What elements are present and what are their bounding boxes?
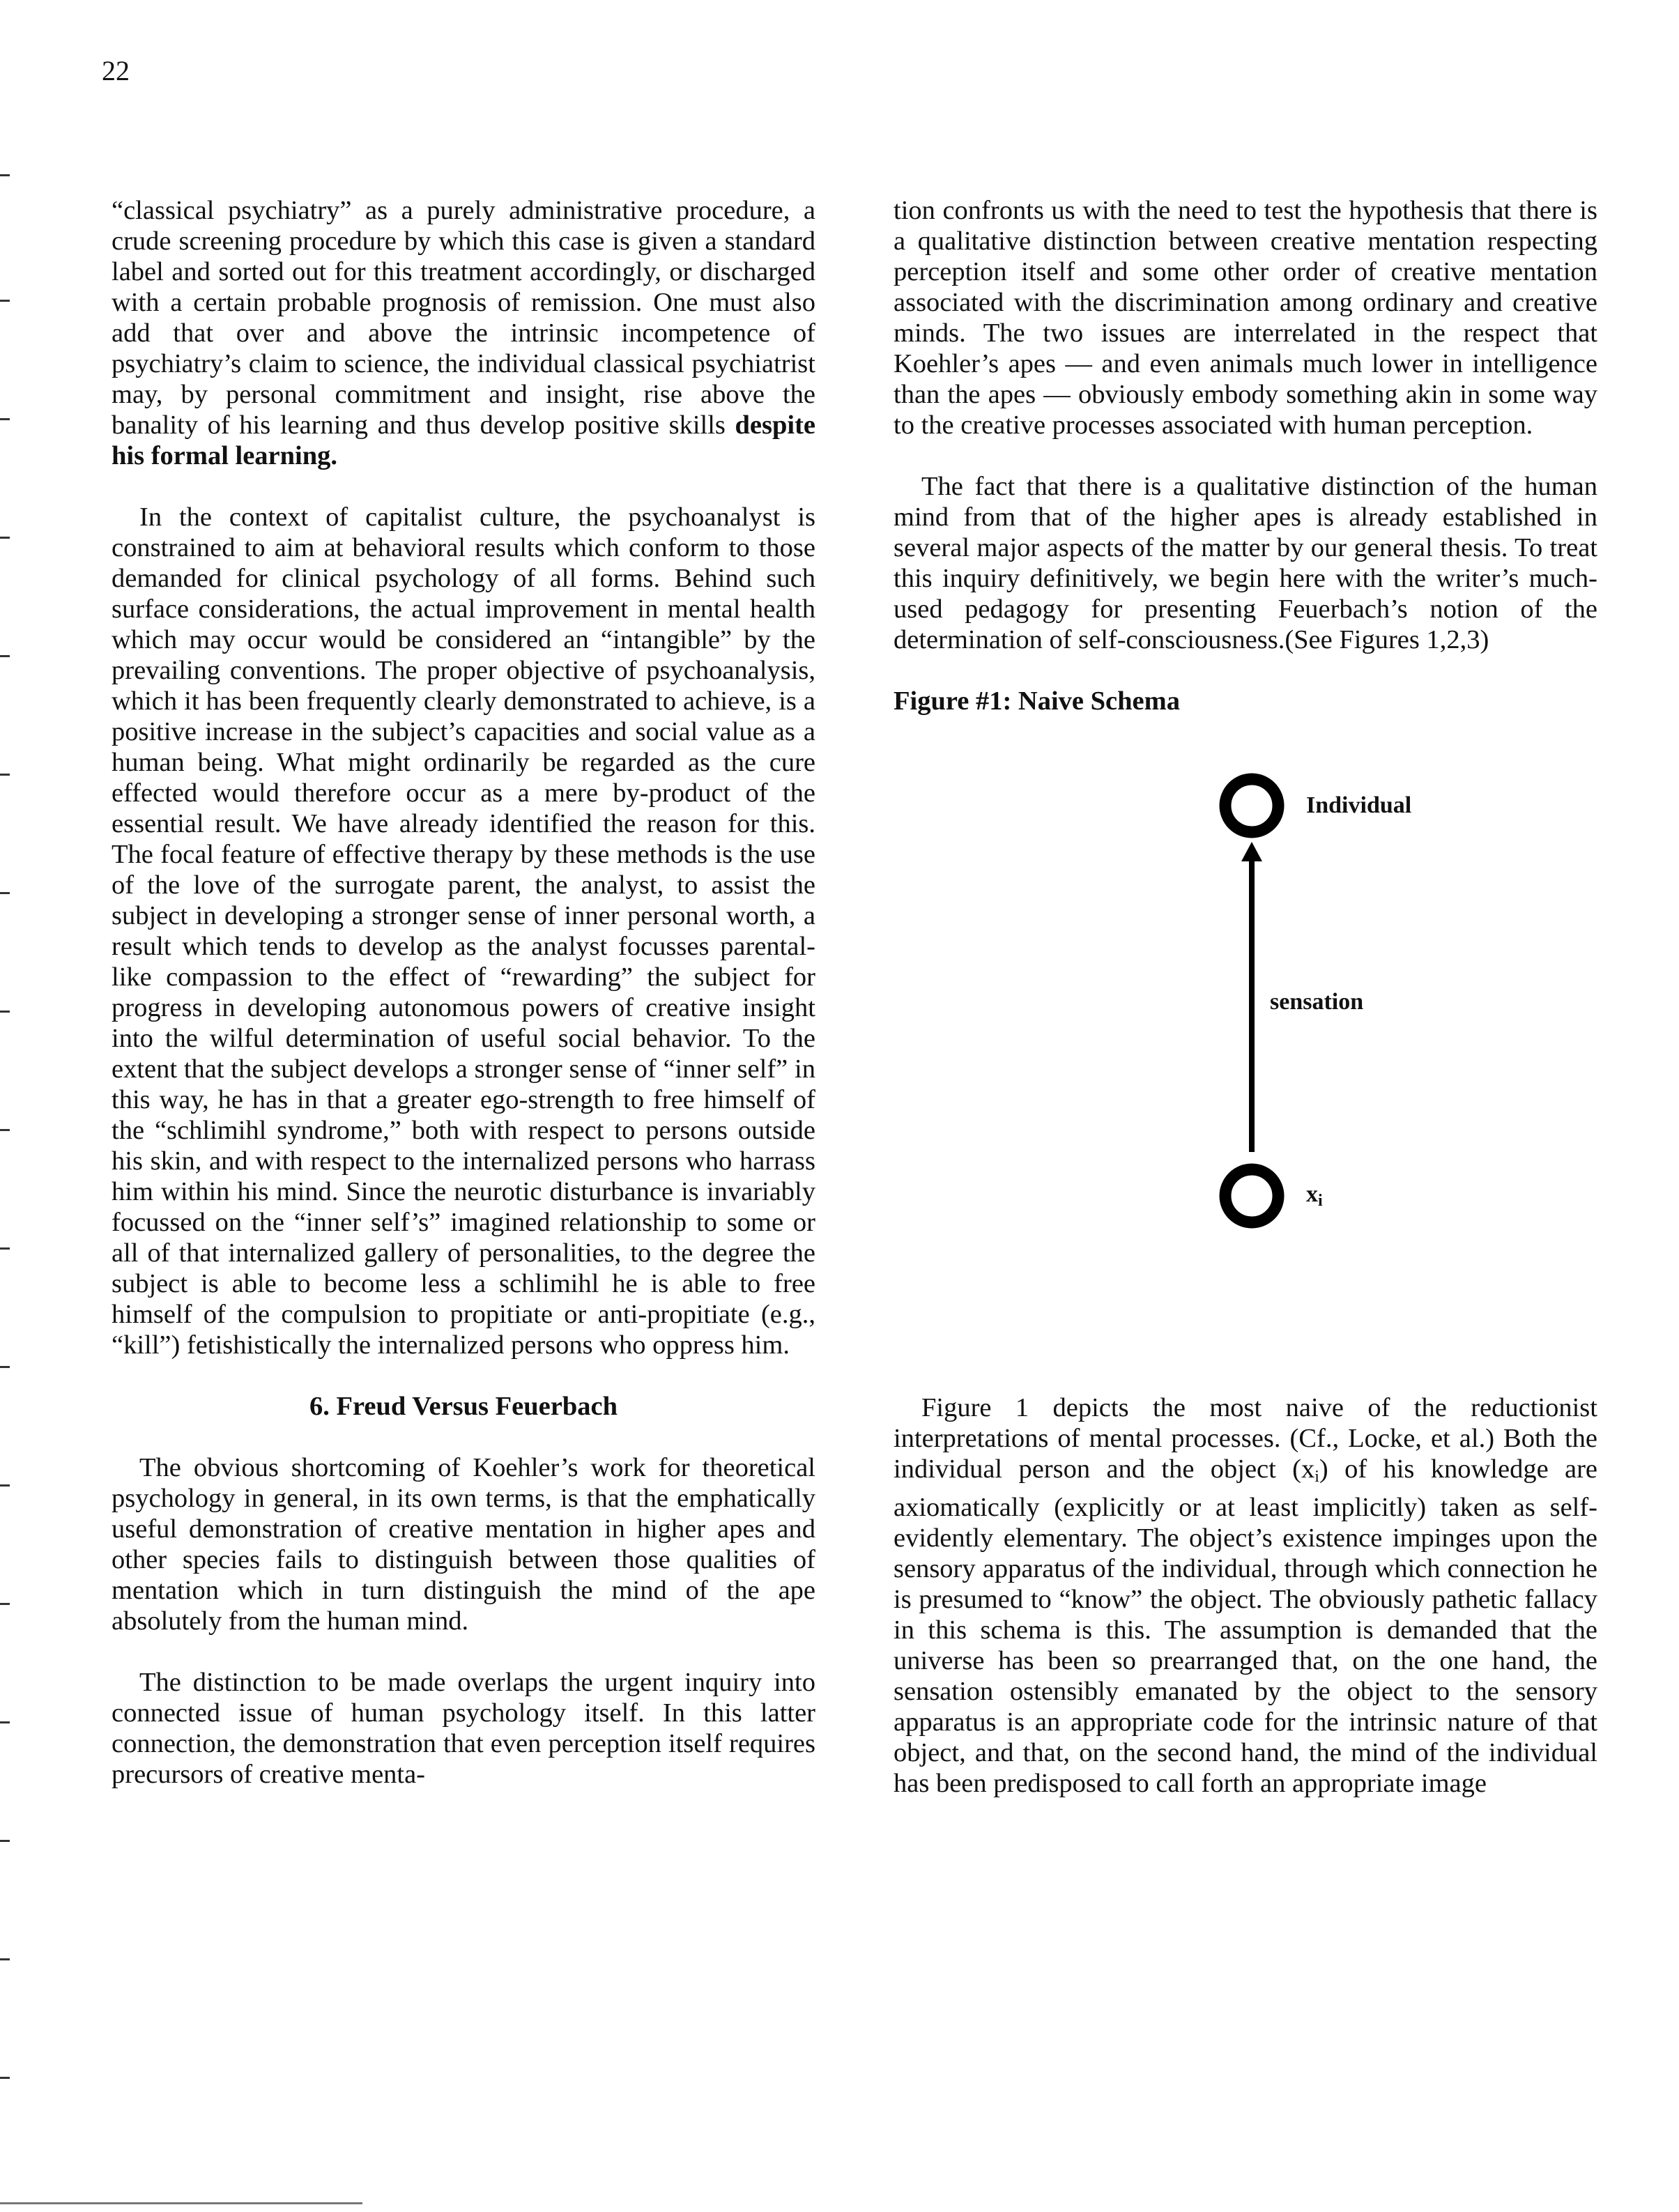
individual-label: Individual [1306,792,1412,818]
bottom-scan-rule [0,2202,362,2204]
left-paragraph-4: The distinction to be made overlaps the urgent inquiry into connected issue of human psychology itself. In this latter connection, the demonstration that even perception itself requires precursors of creative menta- [112,1668,815,1789]
right-column [894,195,1597,1829]
right-paragraph-3-subscript: i [1314,1468,1319,1486]
individual-node [1225,779,1278,832]
left-column [112,195,815,1820]
right-paragraph-3 [894,1392,1597,1799]
naive-schema-diagram [894,751,1597,1351]
left-paragraph-1 [112,195,815,471]
object-label-subscript: i [1318,1192,1323,1210]
left-paragraph-3: The obvious shortcoming of Koehler’s work for theoretical psychology in general, in its own terms, is that the emphatically useful demonstration of creative mentation in higher apes and other species fails to distinguish between those qualities of mentation which in turn distinguish the mind of the ape absolutely from the human mind. [112,1453,815,1636]
object-node [1225,1169,1278,1222]
left-paragraph-2: In the context of capitalist culture, the psychoanalyst is constrained to aim at behavioral results which conform to those demanded for clinical psychology of all forms. Behind such surface considerations, the actual improvement in mental health which may occur would be considered an “intangible” by the prevailing conventions. The proper objective of psychoanalysis, which it has been frequently clearly demonstrated to achieve, is a positive increase in the subject’s capacities and social value as a human being. What might ordinarily be regarded as the cure effected would therefore occur as a mere by-product of the essential result. We have already identified the reason for this. The focal feature of effective therapy by these methods is the use of the love of the surrogate parent, the analyst, to assist the subject in developing a stronger sense of inner personal worth, a result which tends to develop as the analyst focusses parental-like compassion to the effect of “rewarding” the subject for progress in developing autonomous powers of creative insight into the wilful determination of useful social behavior. To the extent that the subject develops a stronger sense of “inner self” in this way, he has in that a greater ego-strength to free himself of the “schlimihl syndrome,” both with respect to persons outside his skin, and with respect to the internalized persons who harrass him within his mind. Since the neurotic disturbance is invariably focussed on the “inner self’s” imagined relationship to some or all of that internalized gallery of personalities, to the degree the subject is able to become less a schlimihl he is able to free himself of the compulsion to propitiate or anti-propitiate (e.g., “kill”) fetishistically the internalized persons who oppress him. [112,502,815,1360]
right-paragraph-1: tion confronts us with the need to test the hypothesis that there is a qualitative distinction between creative mentation respecting perception itself and some other order of creative mentation associated with the discrimination among ordinary and creative minds. The two issues are interrelated in the respect that Koehler’s apes — and even animals much lower in intelligence than the apes — obviously embody something akin in some way to the creative processes associated with human perception. [894,196,1597,440]
left-paragraph-1-bold: despite his formal learning. [112,410,815,470]
right-paragraph-3-text-b: ) of his knowledge are axiomatically (explicitly or at least implicitly) taken as self-evidently elementary. The object’s existence impinges upon the sensory apparatus of the individual, through which connection he is presumed to “know” the object. The obviously pathetic fallacy in this schema is this. The assumption is demanded that the universe has been so prearranged that, on the one hand, the sensation ostensibly emanated by the object to the sensory apparatus is an appropriate code for the intrinsic nature of that object, and that, on the second hand, the mind of the individual has been predisposed to call forth an appropriate image [894,1454,1598,1798]
object-label [1306,1179,1323,1216]
right-paragraph-2: The fact that there is a qualitative distinction of the human mind from that of the higher apes is already established in several major aspects of the matter by our general thesis. To treat this inquiry definitively, we begin here with the writer’s much-used pedagogy for presenting Feuerbach’s notion of the determination of self-consciousness.(See Figures 1,2,3) [894,472,1597,654]
figure-caption: Figure #1: Naive Schema [894,686,1180,716]
section-heading: 6. Freud Versus Feuerbach [309,1392,618,1421]
left-paragraph-1-text: “classical psychiatry” as a purely administrative procedure, a crude screening procedure by which this case is given a standard label and sorted out for this treatment accordingly, or discharged with a certain probable prognosis of remission. One must also add that over and above the intrinsic incompetence of psychiatry’s claim to science, the individual classical psychiatrist may, by personal commitment and insight, rise above the banality of his learning and thus develop positive skills [112,196,815,440]
sensation-label: sensation [1270,989,1364,1015]
object-label-main: x [1306,1181,1318,1207]
naive-schema-figure [894,751,1597,1351]
right-paragraph-3-text-a: Figure 1 depicts the most naive of the reductionist interpretations of mental processes. (Cf., Locke, et al.) Both the individual person and the object (x [894,1393,1597,1484]
page-number: 22 [102,55,130,86]
sensation-arrowhead [1241,842,1262,861]
